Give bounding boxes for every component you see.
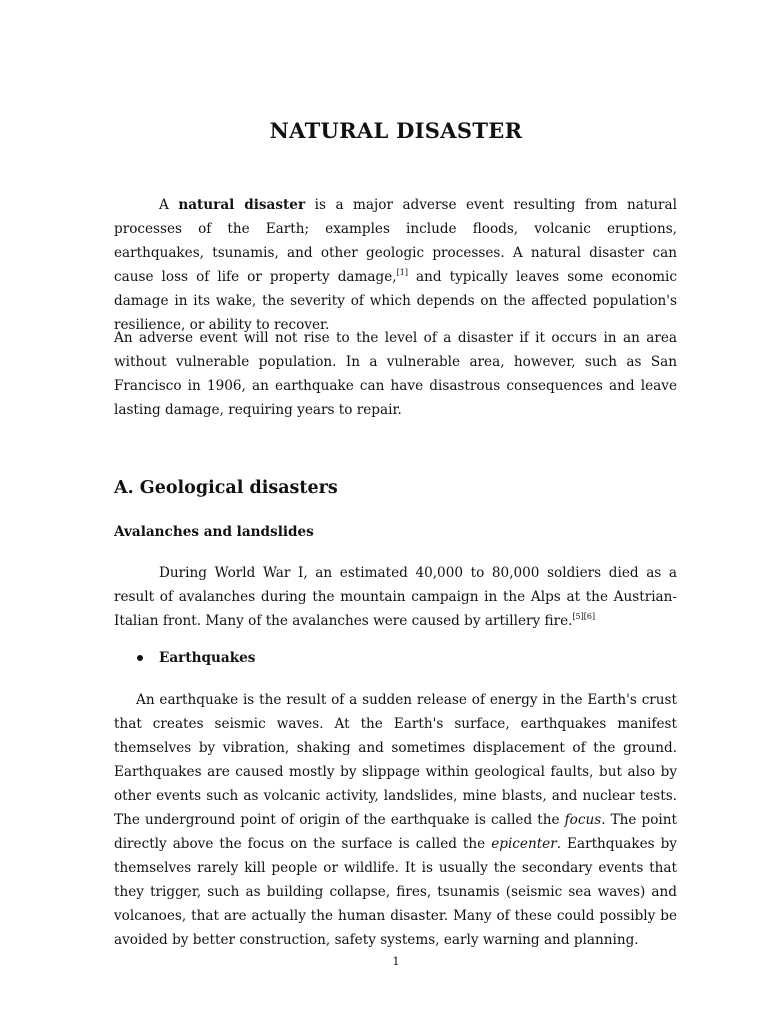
intro-text-end: and typically leaves some economic damage in its wake, the severity of which depends on the affected population's resilience, or ability to recover. <box>114 269 677 333</box>
subsection-heading: Avalanches and landslides <box>114 524 314 540</box>
bullet-label: Earthquakes <box>159 650 256 666</box>
earthquake-paragraph <box>114 688 677 952</box>
intro-bold-term: natural disaster <box>178 197 306 213</box>
intro-paragraph-2: An adverse event will not rise to the level of a disaster if it occurs in an area without vulnerable population. In a vulnerable area, however, such as San Francisco in 1906, an earthquake can have disastrous consequences and leave lasting damage, requiring years to repair. <box>114 330 677 418</box>
bullet-icon <box>137 655 143 661</box>
earthquake-text-2: . The point directly above the focus on the surface is called the <box>114 812 678 852</box>
intro-text-mid: is a major adverse event resulting from natural processes of the Earth; examples include floods, volcanic eruptions, earthquakes, tsunamis, and other geologic processes. A natural disaster can cause loss of life or property damage, <box>114 197 678 285</box>
intro-paragraph-1 <box>114 193 677 337</box>
bullet-item-earthquakes <box>137 650 255 666</box>
earthquake-text-3: . Earthquakes by themselves rarely kill people or wildlife. It is usually the secondary events that they trigger, such as building collapse, fires, tsunamis (seismic sea waves) and volcanoes, that are actually the human disaster. Many of these could possibly be avoided by better construction, safety systems, early warning and planning. <box>114 836 677 948</box>
section-heading: A. Geological disasters <box>114 478 338 498</box>
epicenter-term: epicenter <box>491 836 557 852</box>
intro-text-prefix: A <box>159 197 179 213</box>
reference-marker[interactable]: [5][6] <box>572 612 596 621</box>
page-title: NATURAL DISASTER <box>269 118 523 143</box>
reference-marker[interactable]: [1] <box>396 268 408 277</box>
focus-term: focus <box>564 812 602 828</box>
avalanche-paragraph <box>114 561 677 633</box>
avalanche-text: During World War I, an estimated 40,000 to 80,000 soldiers died as a result of avalanches during the mountain campaign in the Alps at the Austrian-Italian front. Many of the avalanches were caused by artillery fire. <box>114 565 677 629</box>
page-number: 1 <box>392 955 400 968</box>
earthquake-text-1: An earthquake is the result of a sudden release of energy in the Earth's crust that creates seismic waves. At the Earth's surface, earthquakes manifest themselves by vibration, shaking and sometimes displacement of the ground. Earthquakes are caused mostly by slippage within geological faults, but also by other events such as volcanic activity, landslides, mine blasts, and nuclear tests. The underground point of origin of the earthquake is called the <box>114 692 677 828</box>
